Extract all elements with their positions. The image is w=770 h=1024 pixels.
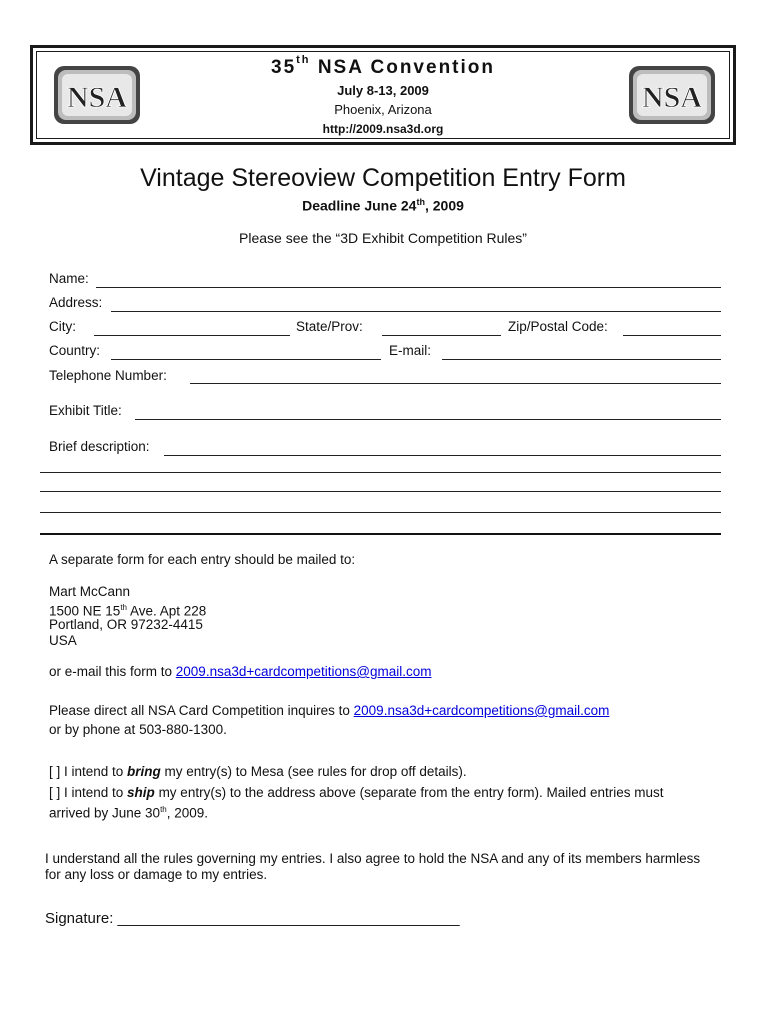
city-field[interactable] xyxy=(94,335,290,336)
convention-location: Phoenix, Arizona xyxy=(334,102,432,117)
state-label: State/Prov: xyxy=(296,319,363,334)
convention-url[interactable]: http://2009.nsa3d.org xyxy=(322,122,444,136)
address-label: Address: xyxy=(49,295,103,310)
convention-name: NSA Convention xyxy=(317,57,495,78)
city-label: City: xyxy=(49,319,76,334)
email-prefix: or e-mail this form to xyxy=(49,664,176,679)
telephone-field[interactable] xyxy=(190,383,721,384)
zip-label: Zip/Postal Code: xyxy=(508,319,608,334)
convention-dates: July 8-13, 2009 xyxy=(337,83,429,98)
competition-email-link[interactable]: 2009.nsa3d+cardcompetitions@gmail.com xyxy=(175,664,432,679)
bring-option[interactable] xyxy=(49,764,467,780)
ship-option[interactable] xyxy=(49,785,664,801)
exhibit-title-field[interactable] xyxy=(135,419,721,420)
inquiries-line xyxy=(49,703,609,719)
description-field-line-4[interactable] xyxy=(40,512,721,513)
inquiries-phone: or by phone at 503-880-1300. xyxy=(49,722,227,737)
section-divider xyxy=(40,533,721,535)
email-field[interactable] xyxy=(442,359,721,360)
street-prefix: 1500 NE 15 xyxy=(49,603,121,619)
signature-label: Signature: xyxy=(45,910,118,927)
deadline-suffix: , 2009 xyxy=(424,197,464,214)
convention-title xyxy=(0,54,766,79)
mailing-country: USA xyxy=(49,633,77,648)
ship-line2-suffix: , 2009. xyxy=(166,805,209,821)
signature-field[interactable]: _________________________________________ xyxy=(117,910,460,927)
street-sup: th xyxy=(120,603,127,612)
name-label: Name: xyxy=(49,271,89,286)
bring-prefix: [ ] I intend to xyxy=(49,764,128,779)
street-suffix: Ave. Apt 228 xyxy=(126,603,207,619)
state-field[interactable] xyxy=(382,335,501,336)
ship-line2-sup: th xyxy=(160,805,167,814)
rules-note: Please see the “3D Exhibit Competition Rules” xyxy=(239,230,527,246)
agreement-line-2: for any loss or damage to my entries. xyxy=(45,867,268,882)
ship-option-line2 xyxy=(49,802,208,822)
deadline-sup: th xyxy=(416,197,425,207)
ship-line2-prefix: arrived by June 30 xyxy=(49,805,161,821)
ship-word: ship xyxy=(127,785,155,800)
name-field[interactable] xyxy=(96,287,721,288)
telephone-label: Telephone Number: xyxy=(49,368,167,383)
mailing-city: Portland, OR 97232-4415 xyxy=(49,617,203,632)
ship-prefix: [ ] I intend to xyxy=(49,785,128,800)
bring-word: bring xyxy=(127,764,161,779)
ship-suffix: my entry(s) to the address above (separate from the entry form). Mailed entries must xyxy=(154,785,664,800)
signature-row xyxy=(45,910,460,927)
deadline-prefix: Deadline June 24 xyxy=(302,197,417,214)
zip-field[interactable] xyxy=(623,335,721,336)
mailing-intro: A separate form for each entry should be mailed to: xyxy=(49,552,356,567)
form-title: Vintage Stereoview Competition Entry Form xyxy=(140,164,626,192)
email-form-line xyxy=(49,664,432,680)
description-field-line-3[interactable] xyxy=(40,491,721,492)
email-label: E-mail: xyxy=(389,343,432,358)
inquiries-prefix: Please direct all NSA Card Competition inquires to xyxy=(49,703,354,718)
convention-suffix: th xyxy=(296,54,311,66)
mailing-name: Mart McCann xyxy=(49,584,131,599)
country-field[interactable] xyxy=(111,359,381,360)
address-field[interactable] xyxy=(111,311,721,312)
logo-text-left: NSA xyxy=(66,81,128,114)
description-field-line-2[interactable] xyxy=(40,472,721,473)
country-label: Country: xyxy=(49,343,101,358)
bring-suffix: my entry(s) to Mesa (see rules for drop off details). xyxy=(160,764,467,779)
inquiries-email-link[interactable]: 2009.nsa3d+cardcompetitions@gmail.com xyxy=(353,703,610,718)
deadline xyxy=(0,197,766,214)
exhibit-title-label: Exhibit Title: xyxy=(49,403,122,418)
description-label: Brief description: xyxy=(49,439,150,454)
logo-text-right: NSA xyxy=(641,81,703,114)
agreement-line-1: I understand all the rules governing my entries. I also agree to hold the NSA and any of its members harmless xyxy=(45,851,701,866)
convention-number: 35 xyxy=(271,57,297,78)
description-field-line-1[interactable] xyxy=(164,455,721,456)
